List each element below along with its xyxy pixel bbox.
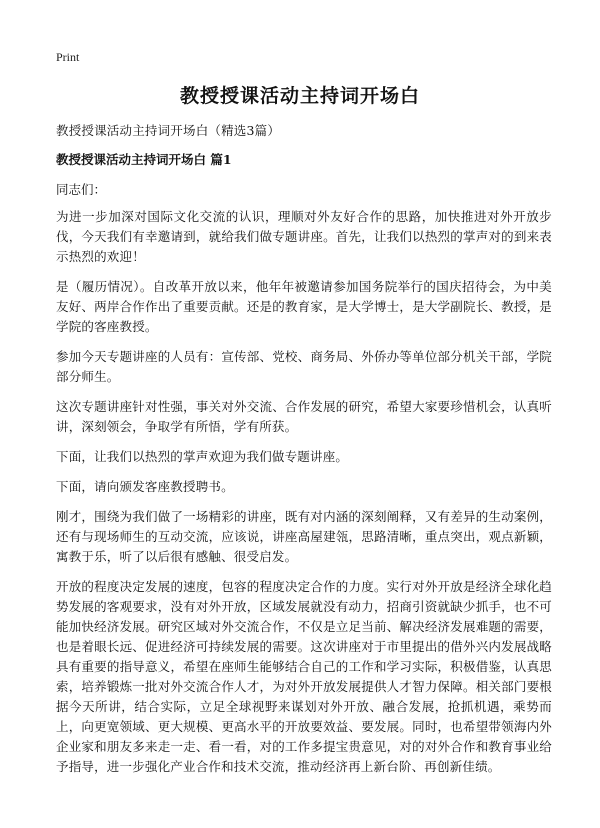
paragraph: 参加今天专题讲座的人员有：宣传部、党校、商务局、外侨办等单位部分机关干部，学院部分师生。 <box>56 349 552 384</box>
paragraph: 为进一步加深对国际文化交流的认识，理顺对外友好合作的思路，加快推进对外开放步伐，今天我们有幸邀请到，就给我们做专题讲座。首先，让我们以热烈的掌声对的到来表示热烈的欢迎！ <box>56 209 552 264</box>
paragraph: 这次专题讲座针对性强，事关对外交流、合作发展的研究，希望大家要珍惜机会，认真听讲，深刻领会，争取学有所悟，学有所获。 <box>56 399 552 434</box>
paragraph: 下面，请向颁发客座教授聘书。 <box>56 479 234 494</box>
paragraph: 开放的程度决定发展的速度，包容的程度决定合作的力度。实行对外开放是经济全球化趋势发展的客观要求，没有对外开放，区域发展就没有动力，招商引资就缺少抓手，也不可能加快经济发展。研究区域对外交流合作，不仅是立足当前、解决经济发展难题的需要，也是着眼长远、促进经济可持续发展的需要。这次讲座对于市里提出的借外兴内发展战略具有重要的指导意义，希望在座师生能够结合自己的工作和学习实际，积极借鉴，认真思索，培养锻炼一批对外交流合作人才，为对外开放发展提供人才智力保障。相关部门要根据今天所讲，结合实际，立足全球视野来谋划对外开放、融合发展，抢抓机遇，乘势而上，向更宽领域、更大规模、更高水平的开放要效益、要发展。同时，也希望带领海内外企业家和朋友多来走一走、看一看，对的工作多提宝贵意见，对的对外合作和教育事业给予指导，进一步强化产业合作和技术交流，推动经济再上新台阶、再创新佳绩。 <box>56 579 552 774</box>
paragraph: 刚才，围绕为我们做了一场精彩的讲座，既有对内涵的深刻阐释，又有差异的生动案例，还有与现场师生的互动交流，应该说，讲座高屋建瓴，思路清晰，重点突出，观点新颖，寓教于乐，听了以后很有感触、很受启发。 <box>56 509 552 564</box>
document-subtitle: 教授授课活动主持词开场白（精选3篇） <box>56 123 281 138</box>
body-text <box>56 207 552 787</box>
paragraph: 是（履历情况）。自改革开放以来，他年年被邀请参加国务院举行的国庆招待会，为中美友好、两岸合作作出了重要贡献。还是的教育家，是大学博士，是大学副院长、教授，是学院的客座教授。 <box>56 279 552 334</box>
paragraph: 下面，让我们以热烈的掌声欢迎为我们做专题讲座。 <box>56 449 349 464</box>
section-heading: 教授授课活动主持词开场白 篇1 <box>56 152 232 167</box>
page-title: 教授授课活动主持词开场白 <box>179 85 420 107</box>
greeting: 同志们： <box>56 182 107 197</box>
print-label[interactable]: Print <box>56 50 80 64</box>
